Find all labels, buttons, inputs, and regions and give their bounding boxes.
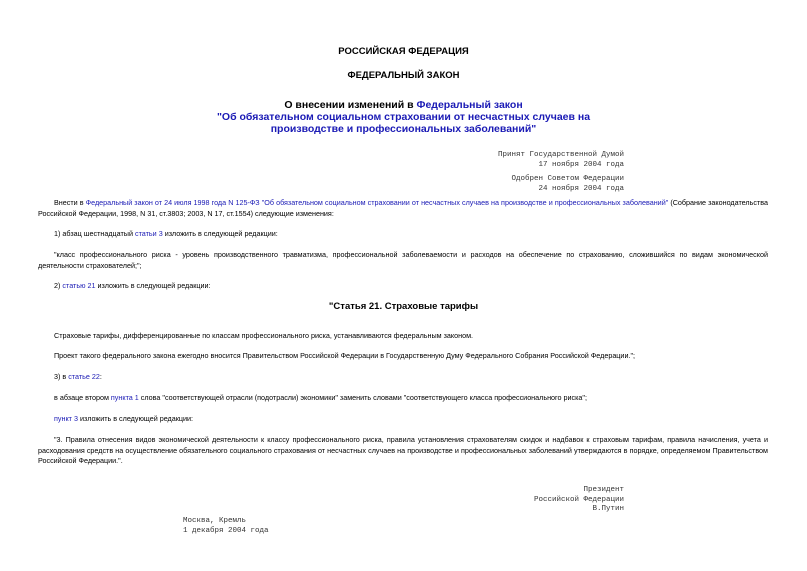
intro-prefix: Внести в [54, 198, 86, 207]
country-heading: РОССИЙСКАЯ ФЕДЕРАЦИЯ [338, 46, 469, 57]
item-3-prefix: 3) в [54, 372, 69, 381]
law-title [0, 99, 807, 135]
item-2-prefix: 2) [54, 281, 63, 290]
item-3a-prefix: в абзаце втором [54, 393, 111, 402]
council-approval: Одобрен Советом Федерации 24 ноября 2004 года [511, 175, 624, 193]
item-3a-suffix: слова "соответствующей отрасли (подотрасли) экономики" заменить словами "соответствующего класса профессионального риска"; [138, 393, 587, 402]
place-and-date: Москва, Кремль 1 декабря 2004 года [183, 517, 269, 535]
article-paragraph-1: Страховые тарифы, дифференцированные по классам профессионального риска, устанавливаются федеральным законом. [54, 331, 474, 340]
article-21-heading: "Статья 21. Страховые тарифы [328, 301, 479, 312]
federal-law-link[interactable]: Федеральный закон [416, 99, 523, 111]
title-line-1 [0, 99, 807, 111]
article-3-link[interactable]: статьи 3 [135, 229, 163, 238]
law-type-heading: ФЕДЕРАЛЬНЫЙ ЗАКОН [347, 70, 460, 81]
item-3-subitem-a [38, 393, 768, 404]
clause-3-link[interactable]: пункт 3 [54, 414, 78, 423]
law-125-link[interactable]: Федеральный закон от 24 июля 1998 года N 125-ФЗ "Об обязательном социальном страховании от несчастных случаев на производстве и профессиональных заболеваний" [85, 198, 669, 207]
title-line-3[interactable]: производстве и профессиональных заболеваний" [270, 123, 537, 135]
title-prefix: О внесении изменений в [284, 99, 417, 111]
article-21-link[interactable]: статью 21 [62, 281, 96, 290]
clause-1-link[interactable]: пункта 1 [110, 393, 139, 402]
president-signature: Президент Российской Федерации В.Путин [533, 486, 624, 513]
item-2 [38, 281, 768, 292]
item-1-suffix: изложить в следующей редакции: [162, 229, 278, 238]
item-1-quote: "класс профессионального риска - уровень производственного травматизма, профессиональной заболеваемости и расходов на обеспечение по страхованию, сложившийся по видам экономической деятельности страхователей;"; [38, 250, 768, 270]
intro-suffix: (Собрание законодательства Российской Федерации, 1998, N 31, ст.3803; 2003, N 17, ст.1554) следующие изменения: [38, 198, 768, 218]
item-3-suffix: : [99, 372, 102, 381]
title-line-2[interactable]: "Об обязательном социальном страховании от несчастных случаев на [216, 111, 591, 123]
article-22-link[interactable]: статье 22 [68, 372, 100, 381]
article-paragraph-2: Проект такого федерального закона ежегодно вносится Правительством Российской Федерации в Государственную Думу Федерального Собрания Российской Федерации."; [54, 351, 636, 360]
item-3-subitem-b [38, 414, 768, 425]
item-3 [38, 372, 768, 383]
duma-adoption: Принят Государственной Думой 17 ноября 2004 года [497, 151, 624, 169]
item-2-suffix: изложить в следующей редакции: [95, 281, 211, 290]
intro-paragraph [38, 198, 768, 219]
item-1-prefix: 1) абзац шестнадцатый [54, 229, 135, 238]
item-3b-quote: "3. Правила отнесения видов экономической деятельности к классу профессионального риска, правила установления страхователям скидок и надбавок к страховым тарифам, правила начисления, учета и расходования средств на осуществление обязательного социального страхования от несчастных случаев на производстве и профессиональных заболеваний утверждаются в порядке, определяемом Правительством Российской Федерации.". [38, 435, 768, 465]
item-3b-suffix: изложить в следующей редакции: [77, 414, 194, 423]
item-1 [38, 229, 768, 240]
